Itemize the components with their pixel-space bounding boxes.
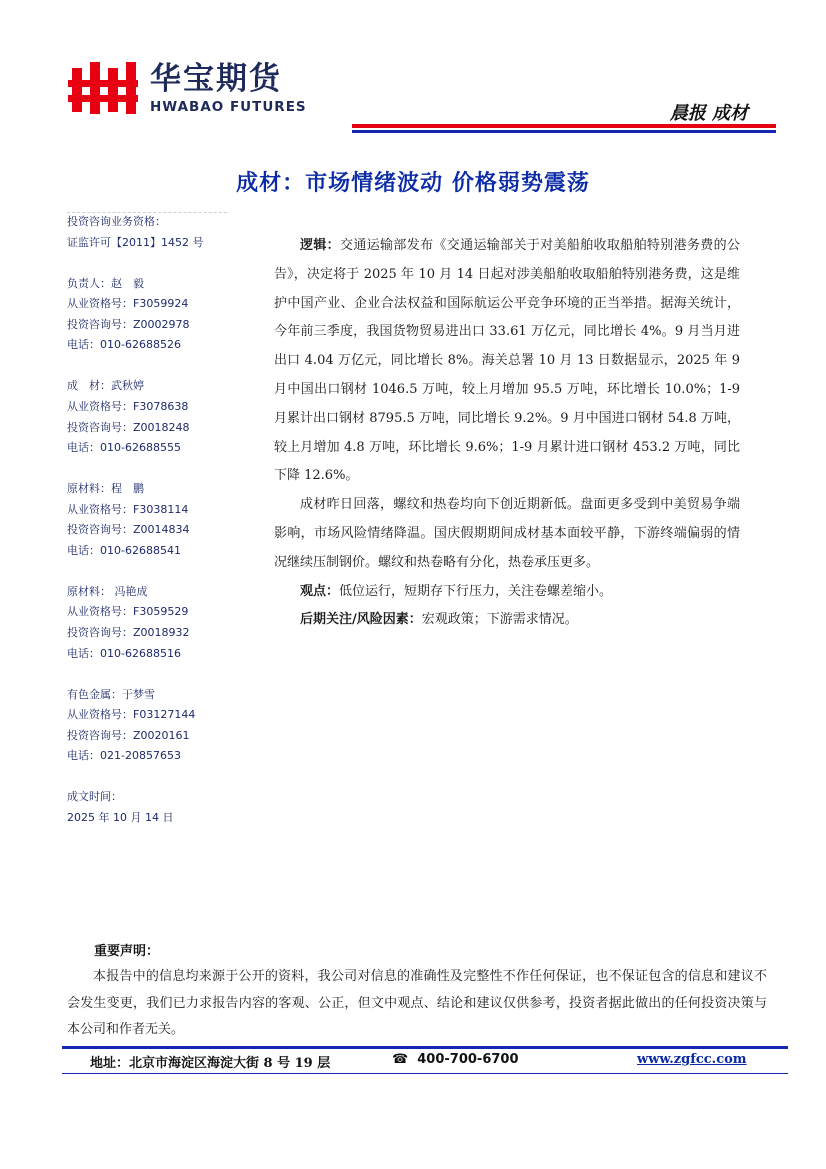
analyst-phone: 电话：010-62688541 xyxy=(67,543,181,557)
report-body xyxy=(274,232,740,635)
view-text: 低位运行，短期存下行压力，关注卷螺差缩小。 xyxy=(339,583,613,599)
analyst-role: 原材料： 冯艳成 xyxy=(67,584,148,598)
risk-text: 宏观政策；下游需求情况。 xyxy=(421,612,578,628)
analyst-cert: 从业资格号：F3078638 xyxy=(67,399,189,413)
header-rule-red xyxy=(352,124,776,128)
sidebar-divider xyxy=(67,212,227,213)
analyst-consult-cert: 投资咨询号：Z0020161 xyxy=(67,728,190,742)
analyst-role: 原材料：程 鹏 xyxy=(67,482,144,496)
analyst-phone: 电话：021-20857653 xyxy=(67,749,181,763)
footer-rule-top xyxy=(62,1046,788,1049)
analyst-block xyxy=(67,582,237,664)
report-title: 成材：市场情绪波动 价格弱势震荡 xyxy=(236,170,590,196)
analyst-block xyxy=(67,479,237,561)
analyst-consult-cert: 投资咨询号：Z0018248 xyxy=(67,420,190,434)
view-paragraph xyxy=(274,578,740,607)
license-value: 证监许可【2011】1452 号 xyxy=(67,235,204,249)
footer-rule-bottom xyxy=(62,1073,788,1074)
analyst-role: 有色金属：于梦雪 xyxy=(67,687,155,701)
logic-label: 逻辑： xyxy=(300,238,341,253)
analyst-block xyxy=(67,274,237,356)
analyst-consult-cert: 投资咨询号：Z0014834 xyxy=(67,523,190,537)
analyst-cert: 从业资格号：F3038114 xyxy=(67,502,189,516)
company-logo-mark xyxy=(68,62,138,114)
analyst-consult-cert: 投资咨询号：Z0002978 xyxy=(67,317,190,331)
report-type-label: 晨报 成材 xyxy=(669,103,748,124)
date-label: 成文时间： xyxy=(67,790,122,804)
analyst-phone: 电话：010-62688516 xyxy=(67,646,181,660)
footer-address: 地址：北京市海淀区海淀大街 8 号 19 层 xyxy=(90,1056,331,1071)
phone-number: 400-700-6700 xyxy=(417,1052,519,1067)
analyst-role: 负责人：赵 毅 xyxy=(67,276,144,290)
view-label: 观点： xyxy=(300,583,340,599)
disclaimer-title: 重要声明： xyxy=(94,944,160,959)
analyst-cert: 从业资格号：F3059924 xyxy=(67,297,189,311)
logic-paragraph xyxy=(274,232,740,491)
analyst-block xyxy=(67,685,237,767)
risk-label: 后期关注/风险因素： xyxy=(300,612,422,628)
telephone-icon: ☎ xyxy=(392,1052,409,1067)
logo-text-cn: 华宝期货 xyxy=(150,61,282,97)
market-paragraph: 成材昨日回落，螺纹和热卷均向下创近期新低。盘面更多受到中美贸易争端影响，市场风险情绪降温。国庆假期期间成材基本面较平静，下游终端偏弱的情况继续压制钢价。螺纹和热卷略有分化，热卷承压更多。 xyxy=(274,497,740,570)
risk-paragraph xyxy=(274,606,740,635)
disclaimer-body: 本报告中的信息均来源于公开的资料，我公司对信息的准确性及完整性不作任何保证，也不保证包含的信息和建议不会发生变更，我们已力求报告内容的客观、公正，但文中观点、结论和建议仅供参考，投资者据此做出的任何投资决策与本公司和作者无关。 xyxy=(67,969,767,1037)
analyst-cert: 从业资格号：F03127144 xyxy=(67,708,196,722)
logo-text-en: HWABAO FUTURES xyxy=(150,99,307,115)
footer-phone xyxy=(392,1052,519,1067)
date-value: 2025 年 10 月 14 日 xyxy=(67,811,174,824)
logic-text: 交通运输部发布《交通运输部关于对美船舶收取船舶特别港务费的公告》，决定将于 2025 年 10 月 14 日起对涉美船舶收取船舶特别港务费，这是维护中国产业、企业合法权益和国际航运公平竞争环境的正当举措。据海关统计，今年前三季度，我国货物贸易进出口 33.61 万亿元，同比增长 4%。9 月当月进出口 4.04 万亿元，同比增长 8%。海关总署 10 月 13 日数据显示，2025 年 9 月中国出口钢材 1046.5 万吨，较上月增加 95.5 万吨，环比增长 10.0%；1-9 月累计出口钢材 8795.5 万吨，同比增长 9.2%。9 月中国进口钢材 54.8 万吨，较上月增加 4.8 万吨，环比增长 9.6%；1-9 月累计进口钢材 453.2 万吨，同比下降 12.6%。 xyxy=(274,238,740,484)
analyst-sidebar xyxy=(67,212,237,829)
analyst-block xyxy=(67,376,237,458)
analyst-consult-cert: 投资咨询号：Z0018932 xyxy=(67,626,190,640)
analyst-role: 成 材：武秋婷 xyxy=(67,379,144,393)
analyst-cert: 从业资格号：F3059529 xyxy=(67,605,189,619)
footer-website-link[interactable]: www.zgfcc.com xyxy=(637,1052,747,1067)
analyst-phone: 电话：010-62688555 xyxy=(67,441,181,455)
header-rule-blue xyxy=(352,130,776,133)
license-label: 投资咨询业务资格： xyxy=(67,215,166,228)
analyst-phone: 电话：010-62688526 xyxy=(67,338,181,352)
